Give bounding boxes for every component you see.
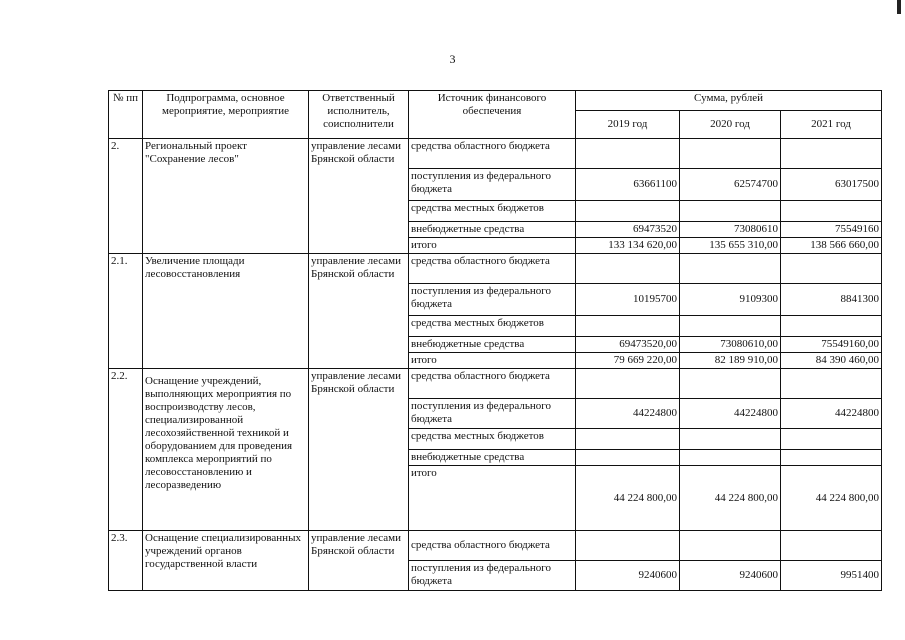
value-cell: 73080610,00 bbox=[680, 337, 781, 353]
section-title: Региональный проект "Сохранение лесов" bbox=[143, 139, 309, 254]
value-cell: 69473520,00 bbox=[576, 337, 680, 353]
total-cell: 135 655 310,00 bbox=[680, 238, 781, 254]
source-label: итого bbox=[409, 238, 576, 254]
section-no: 2.3. bbox=[109, 531, 143, 591]
value-cell: 44224800 bbox=[576, 399, 680, 429]
header-row bbox=[109, 91, 882, 111]
value-cell: 63017500 bbox=[781, 169, 882, 201]
header-source: Источник финансового обеспечения bbox=[409, 91, 576, 139]
source-label: внебюджетные средства bbox=[409, 222, 576, 238]
source-label: внебюджетные средства bbox=[409, 450, 576, 466]
header-no: № пп bbox=[109, 91, 143, 139]
table-row bbox=[109, 139, 882, 169]
source-label: средства областного бюджета bbox=[409, 369, 576, 399]
header-responsible: Ответственный исполнитель, соисполнители bbox=[309, 91, 409, 139]
value-cell: 9109300 bbox=[680, 284, 781, 316]
total-cell: 82 189 910,00 bbox=[680, 353, 781, 369]
scan-edge-mark bbox=[897, 0, 901, 14]
source-label: средства местных бюджетов bbox=[409, 201, 576, 222]
source-label: итого bbox=[409, 466, 576, 531]
header-subprogram: Подпрограмма, основное мероприятие, мероприятие bbox=[143, 91, 309, 139]
total-cell: 138 566 660,00 bbox=[781, 238, 882, 254]
section-responsible: управление лесами Брянской области bbox=[309, 139, 409, 254]
value-cell: 44224800 bbox=[680, 399, 781, 429]
value-cell: 75549160 bbox=[781, 222, 882, 238]
source-label: средства областного бюджета bbox=[409, 531, 576, 561]
value-cell: 62574700 bbox=[680, 169, 781, 201]
source-label: поступления из федерального бюджета bbox=[409, 284, 576, 316]
financing-table bbox=[108, 90, 882, 591]
section-responsible: управление лесами Брянской области bbox=[309, 254, 409, 369]
section-title: Оснащение учреждений, выполняющих мероприятия по воспроизводству лесов, специализированной лесохозяйственной техникой и оборудованием для проведения комплекса мероприятий по лесовосстановлению и лесоразведению bbox=[143, 369, 309, 531]
section-no: 2.1. bbox=[109, 254, 143, 369]
value-cell: 9240600 bbox=[576, 561, 680, 591]
value-cell: 10195700 bbox=[576, 284, 680, 316]
value-cell: 75549160,00 bbox=[781, 337, 882, 353]
total-cell: 84 390 460,00 bbox=[781, 353, 882, 369]
value-cell: 69473520 bbox=[576, 222, 680, 238]
value-cell: 9951400 bbox=[781, 561, 882, 591]
section-no: 2.2. bbox=[109, 369, 143, 531]
value-cell: 73080610 bbox=[680, 222, 781, 238]
table-row bbox=[109, 369, 882, 399]
total-cell: 44 224 800,00 bbox=[680, 466, 781, 531]
total-cell: 44 224 800,00 bbox=[576, 466, 680, 531]
source-label: средства областного бюджета bbox=[409, 254, 576, 284]
section-responsible: управление лесами Брянской области bbox=[309, 369, 409, 531]
page-number: 3 bbox=[449, 52, 456, 66]
total-cell: 133 134 620,00 bbox=[576, 238, 680, 254]
total-cell: 44 224 800,00 bbox=[781, 466, 882, 531]
section-title: Увеличение площади лесовосстановления bbox=[143, 254, 309, 369]
section-responsible: управление лесами Брянской области bbox=[309, 531, 409, 591]
header-2021: 2021 год bbox=[781, 111, 882, 139]
source-label: поступления из федерального бюджета bbox=[409, 169, 576, 201]
source-label: средства местных бюджетов bbox=[409, 316, 576, 337]
source-label: итого bbox=[409, 353, 576, 369]
value-cell: 9240600 bbox=[680, 561, 781, 591]
header-2019: 2019 год bbox=[576, 111, 680, 139]
section-title: Оснащение специализированных учреждений органов государственной власти bbox=[143, 531, 309, 591]
table-row bbox=[109, 254, 882, 284]
source-label: средства местных бюджетов bbox=[409, 429, 576, 450]
source-label: средства областного бюджета bbox=[409, 139, 576, 169]
value-cell: 8841300 bbox=[781, 284, 882, 316]
value-cell: 63661100 bbox=[576, 169, 680, 201]
header-sum: Сумма, рублей bbox=[576, 91, 882, 111]
total-cell: 79 669 220,00 bbox=[576, 353, 680, 369]
header-2020: 2020 год bbox=[680, 111, 781, 139]
source-label: внебюджетные средства bbox=[409, 337, 576, 353]
source-label: поступления из федерального бюджета bbox=[409, 561, 576, 591]
section-no: 2. bbox=[109, 139, 143, 254]
value-cell: 44224800 bbox=[781, 399, 882, 429]
table-row bbox=[109, 531, 882, 561]
source-label: поступления из федерального бюджета bbox=[409, 399, 576, 429]
